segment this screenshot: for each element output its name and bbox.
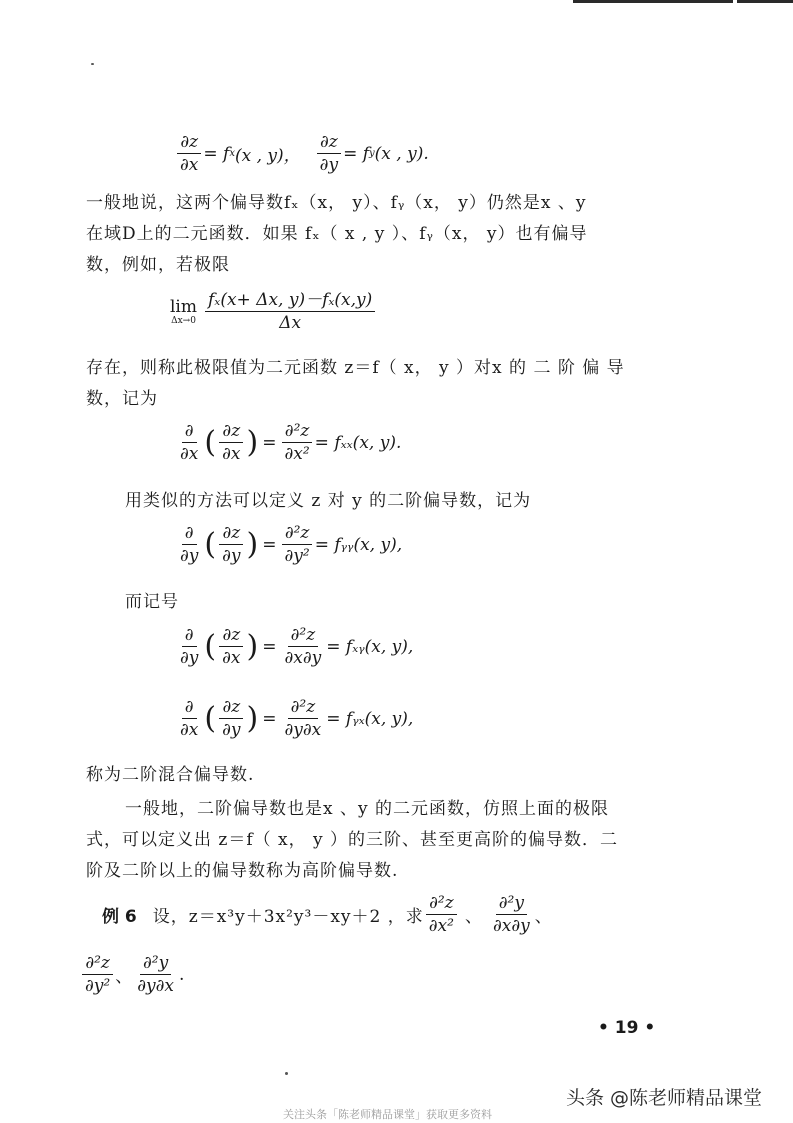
- denominator: Δx: [279, 313, 302, 333]
- numerator: ∂z: [219, 523, 243, 545]
- left-paren: (: [204, 526, 217, 562]
- denominator: ∂y∂x: [137, 976, 174, 996]
- numerator: ∂²z: [426, 893, 457, 915]
- scan-speck: [285, 1072, 288, 1075]
- fraction-operator: [177, 625, 201, 668]
- fraction-operator: [177, 421, 201, 464]
- separator: 、: [115, 967, 133, 987]
- left-paren: (: [204, 424, 217, 460]
- numerator: ∂z: [317, 132, 341, 154]
- denominator: ∂y: [180, 546, 199, 566]
- paragraph-line: 阶及二阶以上的偏导数称为高阶偏导数.: [86, 861, 399, 881]
- fraction-d2z-dx2: [426, 893, 457, 936]
- right-paren: ): [246, 526, 259, 562]
- numerator: ∂²z: [282, 523, 313, 545]
- fraction-dz-dx: [177, 132, 201, 175]
- fraction-d2y-dxdy: [490, 893, 533, 936]
- example-6-continued: [80, 953, 184, 996]
- footer-caption: 关注头条「陈老师精品课堂」获取更多资料: [283, 1108, 492, 1121]
- denominator: ∂x∂y: [284, 648, 322, 668]
- numerator: ∂²z: [288, 697, 319, 719]
- fraction-inner: [219, 523, 243, 566]
- separator: 、: [534, 907, 552, 927]
- fraction-operator: [177, 697, 201, 740]
- separator: 、: [464, 907, 482, 927]
- numerator: ∂²y: [496, 893, 527, 915]
- fraction-inner: [219, 697, 243, 740]
- top-border-line-right: [737, 0, 793, 3]
- numerator: ∂²z: [82, 953, 113, 975]
- denominator: ∂x∂y: [492, 916, 530, 936]
- equals-sign: =: [262, 708, 277, 729]
- numerator: ∂z: [219, 697, 243, 719]
- limit-fraction: [205, 290, 375, 333]
- denominator: ∂x: [180, 155, 199, 175]
- subscript: y: [369, 148, 375, 159]
- equation-first-partials: [175, 132, 429, 175]
- denominator: ∂x²: [284, 444, 310, 464]
- fraction-inner: [219, 421, 243, 464]
- numerator: ∂: [182, 523, 197, 545]
- numerator: ∂²z: [288, 625, 319, 647]
- equation-rhs: = fᵧₓ(x, y),: [326, 708, 414, 729]
- page-number: • 19 •: [598, 1018, 656, 1038]
- numerator: ∂z: [177, 132, 201, 154]
- numerator: fₓ(x+ Δx, y)－fₓ(x,y): [205, 290, 375, 312]
- denominator: ∂x: [180, 444, 199, 464]
- fraction-second: [282, 523, 313, 566]
- fraction-second: [281, 697, 324, 740]
- numerator: ∂z: [219, 625, 243, 647]
- denominator: ∂y: [222, 720, 241, 740]
- denominator: ∂y²: [284, 546, 310, 566]
- denominator: ∂x²: [428, 916, 454, 936]
- paragraph-line: 在域D上的二元函数．如果 fₓ（ x , y ）、fᵧ（x， y）也有偏导: [86, 224, 588, 244]
- right-paren: ): [246, 628, 259, 664]
- paragraph-line: 而记号: [125, 592, 179, 612]
- equation-args: (x , y).: [374, 143, 429, 164]
- paragraph-line: 存在，则称此极限值为二元函数 z＝f（ x， y ）对x 的 二 阶 偏 导: [86, 358, 625, 378]
- equation-rhs: = fₓᵧ(x, y),: [326, 636, 414, 657]
- numerator: ∂: [182, 625, 197, 647]
- top-border-line-left: [573, 0, 733, 3]
- limit-operator: [170, 298, 197, 326]
- denominator: ∂x: [222, 648, 241, 668]
- numerator: ∂: [182, 421, 197, 443]
- fraction-second: [281, 421, 312, 464]
- paragraph-line: 一般地，二阶偏导数也是x 、y 的二元函数，仿照上面的极限: [125, 799, 609, 819]
- numerator: ∂: [182, 697, 197, 719]
- equals-sign: =: [262, 636, 277, 657]
- denominator: ∂y∂x: [284, 720, 322, 740]
- paragraph-line: 用类似的方法可以定义 z 对 y 的二阶偏导数，记为: [125, 491, 532, 511]
- numerator: ∂²y: [140, 953, 171, 975]
- period: .: [179, 964, 185, 985]
- equals-sign: =: [262, 432, 277, 453]
- paragraph-line: 数，记为: [86, 389, 158, 409]
- right-paren: ): [246, 700, 259, 736]
- paragraph-line: 称为二阶混合偏导数.: [86, 765, 255, 785]
- watermark-text: 头条 @陈老师精品课堂: [566, 1087, 763, 1109]
- example-label: 例 6: [102, 907, 137, 927]
- paragraph-line: 数，例如，若极限: [86, 255, 230, 275]
- equation-rhs: = f: [343, 143, 370, 164]
- numerator: ∂z: [219, 421, 243, 443]
- denominator: ∂y: [222, 546, 241, 566]
- denominator: ∂y: [319, 155, 339, 175]
- scan-speck: [91, 63, 94, 65]
- equation-rhs: = f: [203, 143, 230, 164]
- paragraph-line: 式，可以定义出 z＝f（ x， y ）的三阶、甚至更高阶的偏导数．二: [86, 830, 619, 850]
- example-6: [102, 893, 552, 936]
- denominator: ∂x: [222, 444, 241, 464]
- fraction-d2z-dy2: [82, 953, 113, 996]
- fraction-dz-dy: [317, 132, 341, 175]
- example-text: 设，z＝x³y＋3x²y³－xy＋2 ，求: [152, 907, 424, 927]
- left-paren: (: [204, 628, 217, 664]
- subscript: x: [229, 148, 235, 159]
- equation-args: (x , y)，: [234, 146, 301, 166]
- fraction-inner: [219, 625, 243, 668]
- equation-rhs: = fₓₓ(x, y).: [314, 432, 402, 453]
- fraction-operator: [177, 523, 201, 566]
- denominator: ∂y: [180, 648, 199, 668]
- denominator: ∂x: [180, 720, 199, 740]
- right-paren: ): [246, 424, 259, 460]
- equation-mixed-partial-yx: [175, 697, 413, 740]
- numerator: ∂²z: [282, 421, 313, 443]
- fraction-second: [281, 625, 324, 668]
- left-paren: (: [204, 700, 217, 736]
- equation-rhs: = fᵧᵧ(x, y),: [314, 534, 403, 555]
- equation-limit: [170, 290, 377, 333]
- equation-second-partial-yy: [175, 523, 402, 566]
- paragraph-line: 一般地说，这两个偏导数fₓ（x， y）、fᵧ（x， y）仍然是x 、y: [86, 193, 587, 213]
- equation-mixed-partial-xy: [175, 625, 413, 668]
- limit-label: lim: [170, 296, 197, 317]
- fraction-d2y-dydx: [134, 953, 177, 996]
- equals-sign: =: [262, 534, 277, 555]
- denominator: ∂y²: [85, 976, 111, 996]
- equation-second-partial-xx: [175, 421, 401, 464]
- limit-subscript: Δx→0: [171, 315, 196, 326]
